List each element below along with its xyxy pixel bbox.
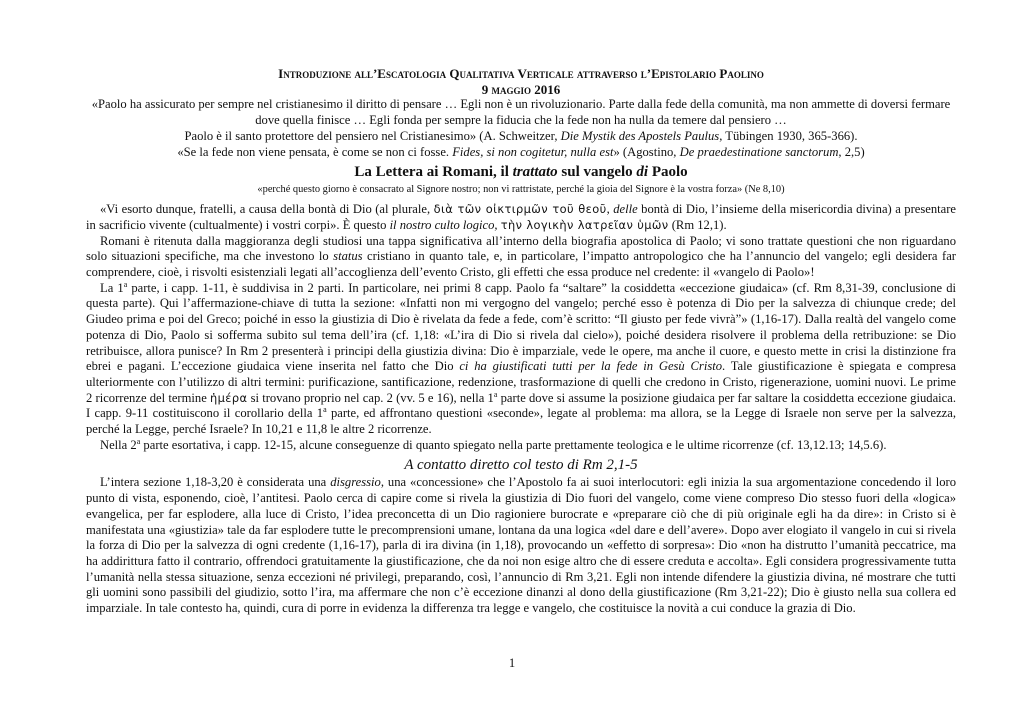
italic-text: status [333,249,363,264]
text-run: , [606,202,614,217]
heading-text: La Lettera ai Romani, il [354,164,513,181]
superscript: a [136,436,141,446]
section-motto: «perché questo giorno è consacrato al Signore nostro; non vi rattristate, perché la gioia del Signore è la vostra forza» (Ne 8,10) [257,184,785,196]
epigraph-text: , 2,5) [838,144,865,159]
heading-text: Paolo [648,164,688,181]
epigraph-text: «Se la fede non viene pensata, è come se non ci fosse. [177,144,453,159]
greek-text: ἡμέρα [210,390,248,405]
epigraph-agostino [86,145,956,161]
epigraph-book-title: De praedestinatione sanctorum [679,144,839,159]
text-run: bontà di Dio, l’insieme della misericordia divina) a presentare in sacrificio vivente (cultualmente) i vostri corpi». È questo [86,202,957,232]
epigraph-book-title: Die Mystik des Apostels Paulus [560,128,720,143]
text-run: Romani è ritenuta dalla maggioranza degli studiosi una tappa significativa all’interno della biografia apostolica di Paolo; vi sono trattate questioni che non riguardano solo situazioni specifiche, ma che investono lo [86,233,956,264]
text-run: parte dove si assume la posizione giudaica per far saltare la cosiddetta eccezione giudaica. I capp. 9-11 costituiscono il corollario della 1 [86,390,956,421]
italic-text: disgressio [330,475,381,490]
text-run: Nella 2 [100,437,137,452]
epigraph-text: Paolo è il santo protettore del pensiero nel Cristianesimo» (A. Schweitzer, [184,128,561,143]
heading-italic: trattato [512,164,558,181]
text-run: cristiano in quanto tale, e, in particolare, l’impatto antropologico che ha l’annuncio del vangelo; egli desidera far comprendere, cioè, i risvolti esistenziali legati all’accoglienza dell’evento Cristo, gli effetti che essa produce nel credente: il «vangelo di Paolo»! [86,249,956,280]
greek-text: τὴν λογικὴν λατρεῖαν ὑμῶν [500,217,669,232]
subsection-heading: A contatto diretto col testo di Rm 2,1-5 [404,457,638,474]
page-number: 1 [508,656,516,670]
paragraph [86,438,956,454]
document-date: 9 maggio 2016 [481,81,561,97]
paragraph [86,475,956,616]
section-heading [86,162,956,182]
superscript: a [323,405,327,415]
italic-text: ci ha giustificati tutti per la fede in Gesù Cristo [459,359,723,374]
text-run: si trovano proprio nel cap. 2 (vv. 5 e 16), nella 1 [247,390,494,405]
text-run: . Tale giustificazione è spiegata e compresa ulteriormente con l’utilizzo di altri termini: purificazione, santificazione, redenzione, trasformazione di quelli che credono in Cristo, rigenerazione, uomini nuovi. Le prime 2 ricorrenze del termine [86,359,957,405]
text-run: L’intera sezione 1,18-3,20 è considerata una [100,475,331,490]
epigraph-schweitzer [86,97,956,144]
text-run: parte, ed affrontano questioni «seconde», legate al problema: ma allora, se la Legge di Israele non serve per la salvezza, perché la Legge, perché Israele? In 10,21 e 11,8 le altre 2 ricorrenze. [86,406,956,437]
paragraph [86,281,956,438]
epigraph-latin: Fides, si non cogitetur, nulla est [452,144,614,159]
epigraph-text: «Paolo ha assicurato per sempre nel cristianesimo il diritto di pensare … Egli non è un rivoluzionario. Parte dalla fede della comunità, ma non ammette di doversi fermare dove quella finisce … Egli fonda per sempre la fiducia che la fede non ha nulla da temere dal pensiero … [91,97,951,128]
paragraph [86,202,956,233]
text-run: (Rm 12,1). [668,217,727,232]
epigraph-text: , Tübingen 1930, 365-366). [719,128,858,143]
text-run: «Vi esorto dunque, fratelli, a causa della bontà di Dio (al plurale, [100,202,434,217]
superscript: a [123,279,128,289]
epigraph-text: » (Agostino, [613,144,680,159]
paragraph [86,234,956,281]
greek-text: διὰ τῶν οἰκτιρμῶν τοῦ θεοῦ [433,202,607,217]
document-title: Introduzione all’Escatologia Qualitativa Verticale attraverso l’Epistolario Paolino [278,66,764,81]
page-content [86,66,956,617]
text-run: parte, i capp. 1-11, è suddivisa in 2 parti. In particolare, nei primi 8 capp. Paolo fa “saltare” la cosiddetta «eccezione giudaica» (cf. Rm 8,31-39, conclusione di questa parte). Qui l’affermazione-chiave di tutta la sezione: «Infatti non mi vergogno del vangelo; perché esso è potenza di Dio per la salvezza di chiunque crede; del Giudeo prima e poi del Greco; poiché in esso la giustizia di Dio è rivelata da fede a fede, com’è scritto: “Il giusto per fede vivrà”» (1,16-17). Dalla realtà del vangelo come potenza di Dio, Paolo si sofferma subito sul tema dell’ira (cf. 1,18: «L’ira di Dio si rivela dal cielo»), poiché desidera risolvere il problema della retribuzione: se Dio retribuisce, allora punisce? In Rm 2 presenterà i principi della giustizia divina: Dio è imparziale, vede le opere, ma anche il cuore, e questo mette in crisi la distinzione fra ebrei e pagani. L’eccezione giudaica viene inserita nel fatto che Dio [86,280,956,374]
italic-text: il nostro culto logico, [389,217,498,232]
heading-text: sul vangelo [557,164,637,181]
italic-text: delle [613,202,638,217]
superscript: a [493,389,498,399]
text-run: La 1 [100,280,124,295]
heading-italic: di [636,164,649,181]
text-run: parte esortativa, i capp. 12-15, alcune conseguenze di quanto spiegato nella parte prettamente teologica e le ultime ricorrenze (cf. 13,12.13; 14,5.6). [140,437,887,452]
text-run: , una «concessione» che l’Apostolo fa ai suoi interlocutori: egli inizia la sua argomentazione concedendo il loro punto di vista, esponendo, cioè, l’antitesi. Paolo cerca di capire come si rivela la giustizia di Dio fuori del vangelo, come viene compreso Dio stesso fuori della «logica» evangelica, per far esplodere, alla luce di Cristo, l’idea preconcetta di un Dio ragioniere burocrate e «preparare ciò che di più originale egli ha da dire»: in Cristo si è manifestata una «giustizia» tale da far esplodere tutte le precomprensioni umane, lontana da una logica «del dare e dell’avere». Dopo aver elogiato il vangelo in cui si rivela la forza di Dio per la salvezza di ogni credente (1,16-17), parla di ira divina (in 1,18), provocando un «effetto di sorpresa»: Dio «non ha distrutto l’umanità peccatrice, ma ha addirittura fatto il contrario, offrendoci gratuitamente la giustificazione, che da noi non esige altro che di essere creduta e accolta». Egli considera progressivamente tutta l’umanità nella stessa situazione, senza eccezioni né privilegi, preparando, così, l’annuncio di Rm 3,21. Egli non intende difendere la giustizia divina, né mostrare che tutti gli uomini sono passibili del giudizio, sotto l’ira, ma affermare che non c’è eccezione dinanzi al dono della giustificazione (Rm 3,21-22); Dio è giusto nella sua collera ed imparziale. In tale contesto ha, quindi, cura di porre in evidenza la differenza tra legge e vangelo, che costituisce la novità a cui conduce la grazia di Dio. [86,475,956,616]
